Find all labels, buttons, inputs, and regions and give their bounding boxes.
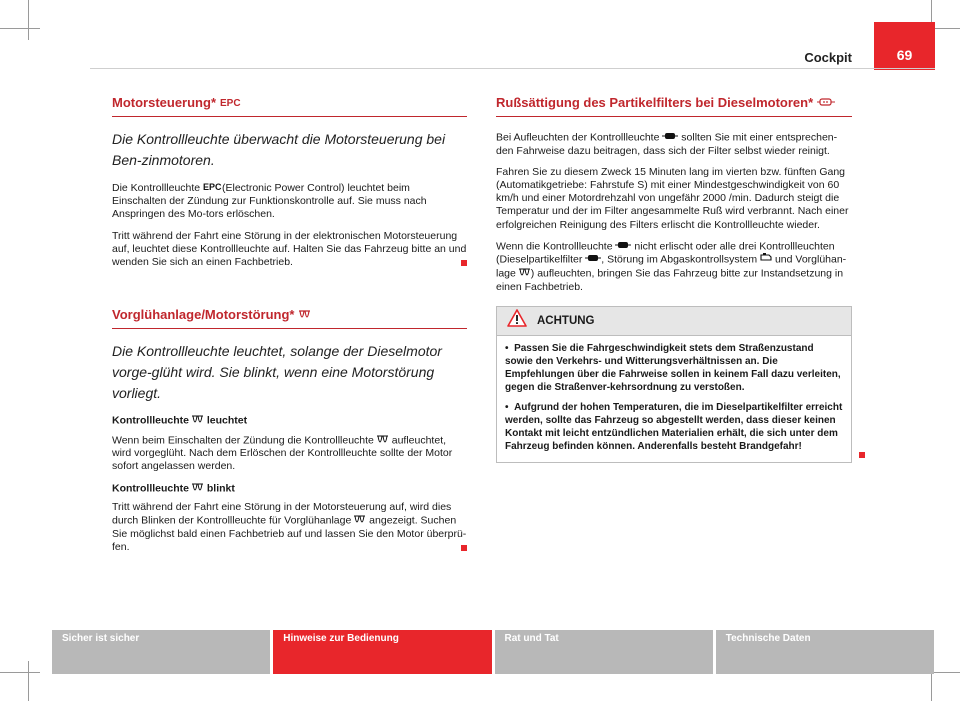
warning-label: ACHTUNG bbox=[537, 314, 595, 327]
text-span: Die Kontrollleuchte bbox=[112, 181, 201, 194]
paragraph bbox=[496, 131, 852, 158]
paragraph bbox=[496, 240, 852, 294]
warning-header bbox=[497, 307, 851, 336]
text-span: leuchtet bbox=[206, 414, 248, 427]
emission-control-icon bbox=[760, 253, 772, 266]
subheading bbox=[112, 414, 467, 427]
glow-plug-icon bbox=[519, 267, 531, 280]
svg-text:EPC: EPC bbox=[203, 182, 222, 192]
section-title: Cockpit bbox=[804, 50, 852, 65]
text-span: Passen Sie die Fahrgeschwindigkeit stets dem Straßenzustand sowie den Verkehrs- und Witterungsverhältnissen an. Die Empfehlungen über die Fahrweise sollen in keinem Fall dazu verleiten, gegen die Straßenver-kehrsordnung zu verstoßen. bbox=[505, 342, 841, 393]
text-span: Kontrollleuchte bbox=[112, 481, 190, 494]
epc-icon bbox=[203, 181, 222, 195]
intro-text: Die Kontrollleuchte überwacht die Motorsteuerung bei Ben-zinmotoren. bbox=[112, 131, 446, 168]
tab-rat-und-tat[interactable]: Rat und Tat bbox=[495, 630, 713, 674]
glow-plug-icon bbox=[298, 307, 314, 322]
paragraph bbox=[112, 230, 467, 270]
section-end-marker bbox=[461, 545, 467, 551]
crop-mark bbox=[0, 28, 40, 29]
text-span: angezeigt. Suchen Sie möglichst bald einen Fachbetrieb auf und lassen Sie den Motor überprü-fen. bbox=[112, 514, 467, 553]
text-span: und Vorglühan-lage bbox=[496, 253, 847, 280]
section-end-marker bbox=[859, 452, 865, 458]
paragraph: Fahren Sie zu diesem Zweck 15 Minuten lang im vierten bzw. fünften Gang (Automatikgetriebe: Fahrstufe S) mit einer Mindestgeschwindigkeit von 60 km/h und einer Motordrehzahl von ungefähr 2000 /min. Dadurch steigt die Temperatur und der im Filter angesammelte Ruß wird verbrannt. Nach einer erfolgreichen Reinigung des Filters erlischt die Kontrollleuchte wieder. bbox=[496, 165, 849, 231]
header-divider bbox=[90, 68, 935, 69]
intro-text: Die Kontrollleuchte leuchtet, solange der Dieselmotor vorge-glüht wird. Sie blinkt, wenn eine Motorstörung vorliegt. bbox=[112, 343, 442, 402]
text-span: Bei Aufleuchten der Kontrollleuchte bbox=[496, 131, 660, 144]
heading-text: Vorglühanlage/Motorstörung* bbox=[112, 307, 295, 323]
glow-plug-icon bbox=[192, 414, 204, 427]
epc-icon bbox=[220, 95, 241, 110]
diesel-particulate-filter-icon bbox=[585, 253, 601, 266]
text-span: Aufgrund der hohen Temperaturen, die im Dieselpartikelfilter erreicht werden, sollte das Fahrzeug so abgestellt werden, dass dieser keinen Kontakt mit leicht entzündlichen Materialien erhält, die sich unter dem Fahrzeug befinden können. Anderenfalls besteht Brandgefahr! bbox=[505, 401, 843, 452]
section-heading-engine-control bbox=[112, 95, 467, 117]
text-span: ) aufleuchten, bringen Sie das Fahrzeug bitte zur Instandsetzung in einen Fachbetrieb. bbox=[496, 267, 844, 293]
warning-triangle-icon bbox=[507, 309, 527, 332]
crop-mark bbox=[28, 661, 29, 701]
crop-mark bbox=[28, 0, 29, 40]
text-span: (Electronic Power Control) leuchtet beim Einschalten der Zündung zur Funktionskontrolle auf. Sie muss nach Anspringen des Mo-tors erlöschen. bbox=[112, 181, 427, 221]
text-span: , Störung im Abgaskontrollsystem bbox=[601, 253, 758, 266]
text-span: Wenn die Kontrollleuchte bbox=[496, 240, 613, 253]
text-span: nicht erlischt oder alle drei Kontrollleuchten (Dieselpartikelfilter bbox=[496, 240, 835, 266]
footer-nav bbox=[52, 630, 934, 674]
right-column bbox=[496, 95, 852, 463]
heading-text: Rußsättigung des Partikelfilters bei Dieselmotoren* bbox=[496, 95, 814, 110]
paragraph bbox=[112, 434, 467, 474]
section-heading-particulate-filter bbox=[496, 95, 852, 117]
diesel-particulate-filter-icon bbox=[662, 131, 678, 144]
heading-text: Motorsteuerung* bbox=[112, 95, 216, 110]
page-number: 69 bbox=[874, 22, 935, 70]
text-span: blinkt bbox=[206, 481, 235, 494]
glow-plug-icon bbox=[354, 514, 366, 527]
text-span: Wenn beim Einschalten der Zündung die Kontrollleuchte bbox=[112, 433, 374, 446]
paragraph bbox=[112, 501, 467, 554]
tab-hinweise-zur-bedienung[interactable]: Hinweise zur Bedienung bbox=[273, 630, 491, 674]
text-span: Tritt während der Fahrt eine Störung in der elektronischen Motorsteuerung auf, leuchtet diese Kontrollleuchte auf. Halten Sie das Fahrzeug bitte an und wenden Sie sich an einen Fachbetrieb. bbox=[112, 229, 467, 269]
diesel-particulate-filter-icon bbox=[615, 240, 631, 253]
text-span: aufleuchtet, wird vorgeglüht. Nach dem Erlöschen der Kontrollleuchte sollte der Motor sofort angelassen werden. bbox=[112, 433, 453, 473]
section-heading-glow-plug bbox=[112, 307, 467, 329]
paragraph bbox=[112, 181, 467, 222]
warning-bullet: • Aufgrund der hohen Temperaturen, die im Dieselpartikelfilter erreicht werden, sollte das Fahrzeug so abgestellt werden, dass dieser keinen Kontakt mit leicht entzündlichen Materialien erhält, die sich unter dem Fahrzeug befinden können. Anderenfalls besteht Brandgefahr! bbox=[505, 401, 843, 452]
warning-bullet: • Passen Sie die Fahrgeschwindigkeit stets dem Straßenzustand sowie den Verkehrs- und Witterungsverhältnissen an. Die Empfehlungen über die Fahrweise sollen in keinem Fall dazu verleiten, gegen die Straßenver-kehrsordnung zu verstoßen. bbox=[505, 342, 841, 393]
text-span: sollten Sie mit einer entsprechen-den Fahrweise dazu beitragen, dass sich der Filter selbst wieder reinigt. bbox=[496, 131, 838, 157]
glow-plug-icon bbox=[192, 482, 204, 495]
left-column bbox=[112, 95, 467, 562]
tab-sicher-ist-sicher[interactable]: Sicher ist sicher bbox=[52, 630, 270, 674]
svg-text:EPC: EPC bbox=[220, 98, 241, 109]
text-span: Kontrollleuchte bbox=[112, 414, 190, 427]
glow-plug-icon bbox=[377, 434, 389, 447]
warning-body bbox=[497, 336, 851, 462]
warning-box bbox=[496, 306, 852, 463]
text-span: Tritt während der Fahrt eine Störung in der Motorsteuerung auf, wird dies durch Blinken der Kontrollleuchte für Vorglühanlage bbox=[112, 500, 452, 527]
diesel-particulate-filter-icon bbox=[817, 95, 835, 110]
tab-technische-daten[interactable]: Technische Daten bbox=[716, 630, 934, 674]
section-end-marker bbox=[461, 260, 467, 266]
section-glow-plug bbox=[112, 307, 467, 554]
subheading bbox=[112, 482, 467, 495]
crop-mark bbox=[0, 672, 40, 673]
